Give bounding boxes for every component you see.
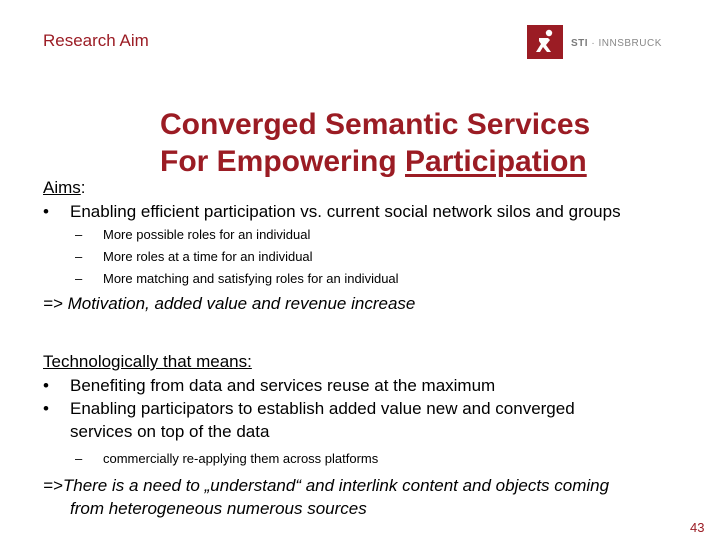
logo-separator: · bbox=[591, 38, 596, 49]
section-title: Research Aim bbox=[43, 31, 149, 50]
bullet-marker: • bbox=[43, 399, 49, 418]
tech-heading bbox=[43, 350, 252, 373]
headline-line1: Converged Semantic Services bbox=[160, 108, 591, 141]
aims-colon: : bbox=[80, 178, 86, 197]
dash-marker: – bbox=[75, 271, 83, 286]
headline-line2-prefix: For Empowering bbox=[160, 145, 406, 178]
dash-marker: – bbox=[75, 451, 83, 466]
tech-bullet-continuation: services on top of the data bbox=[70, 422, 270, 441]
aims-subbullet bbox=[75, 268, 399, 290]
aims-bullet bbox=[43, 200, 621, 223]
tech-bullet-list bbox=[43, 374, 575, 443]
aims-bullet-text: Enabling efficient participation vs. current social network silos and groups bbox=[70, 202, 621, 221]
bullet-marker: • bbox=[43, 202, 49, 221]
dash-marker: – bbox=[75, 227, 83, 242]
tech-heading-text: Technologically that means: bbox=[43, 352, 252, 371]
bullet-marker: • bbox=[43, 376, 49, 395]
headline-line2 bbox=[160, 143, 590, 180]
page-number: 43 bbox=[690, 520, 705, 535]
tech-subbullet bbox=[75, 448, 378, 470]
slide-headline bbox=[160, 106, 590, 180]
conclusion bbox=[43, 474, 609, 520]
tech-bullet-text: Benefiting from data and services reuse at the maximum bbox=[70, 376, 496, 395]
sti-logo-icon bbox=[527, 25, 563, 59]
sti-logo bbox=[527, 25, 677, 61]
motivation-line: => Motivation, added value and revenue increase bbox=[43, 294, 416, 313]
conclusion-line1: =>There is a need to „understand“ and interlink content and objects coming bbox=[43, 476, 610, 495]
aims-heading bbox=[43, 176, 86, 199]
aims-label: Aims bbox=[43, 178, 81, 197]
aims-subbullet-text: More matching and satisfying roles for an individual bbox=[103, 271, 399, 286]
tech-bullet bbox=[43, 374, 575, 397]
logo-brand: STI bbox=[571, 38, 589, 49]
aims-subbullet bbox=[75, 246, 399, 268]
tech-subbullet-text: commercially re-applying them across platforms bbox=[103, 451, 379, 466]
sti-logo-wordmark bbox=[571, 38, 662, 49]
headline-line2-underlined: Participation bbox=[405, 145, 587, 178]
aims-subbullet-list bbox=[75, 224, 399, 290]
dash-marker: – bbox=[75, 249, 83, 264]
logo-location: INNSBRUCK bbox=[598, 38, 662, 49]
aims-subbullet-text: More roles at a time for an individual bbox=[103, 249, 313, 264]
conclusion-line2: from heterogeneous numerous sources bbox=[70, 499, 367, 518]
tech-bullet-text: Enabling participators to establish added value new and converged bbox=[70, 399, 575, 418]
aims-subbullet-text: More possible roles for an individual bbox=[103, 227, 311, 242]
aims-subbullet bbox=[75, 224, 399, 246]
tech-bullet bbox=[43, 397, 575, 420]
